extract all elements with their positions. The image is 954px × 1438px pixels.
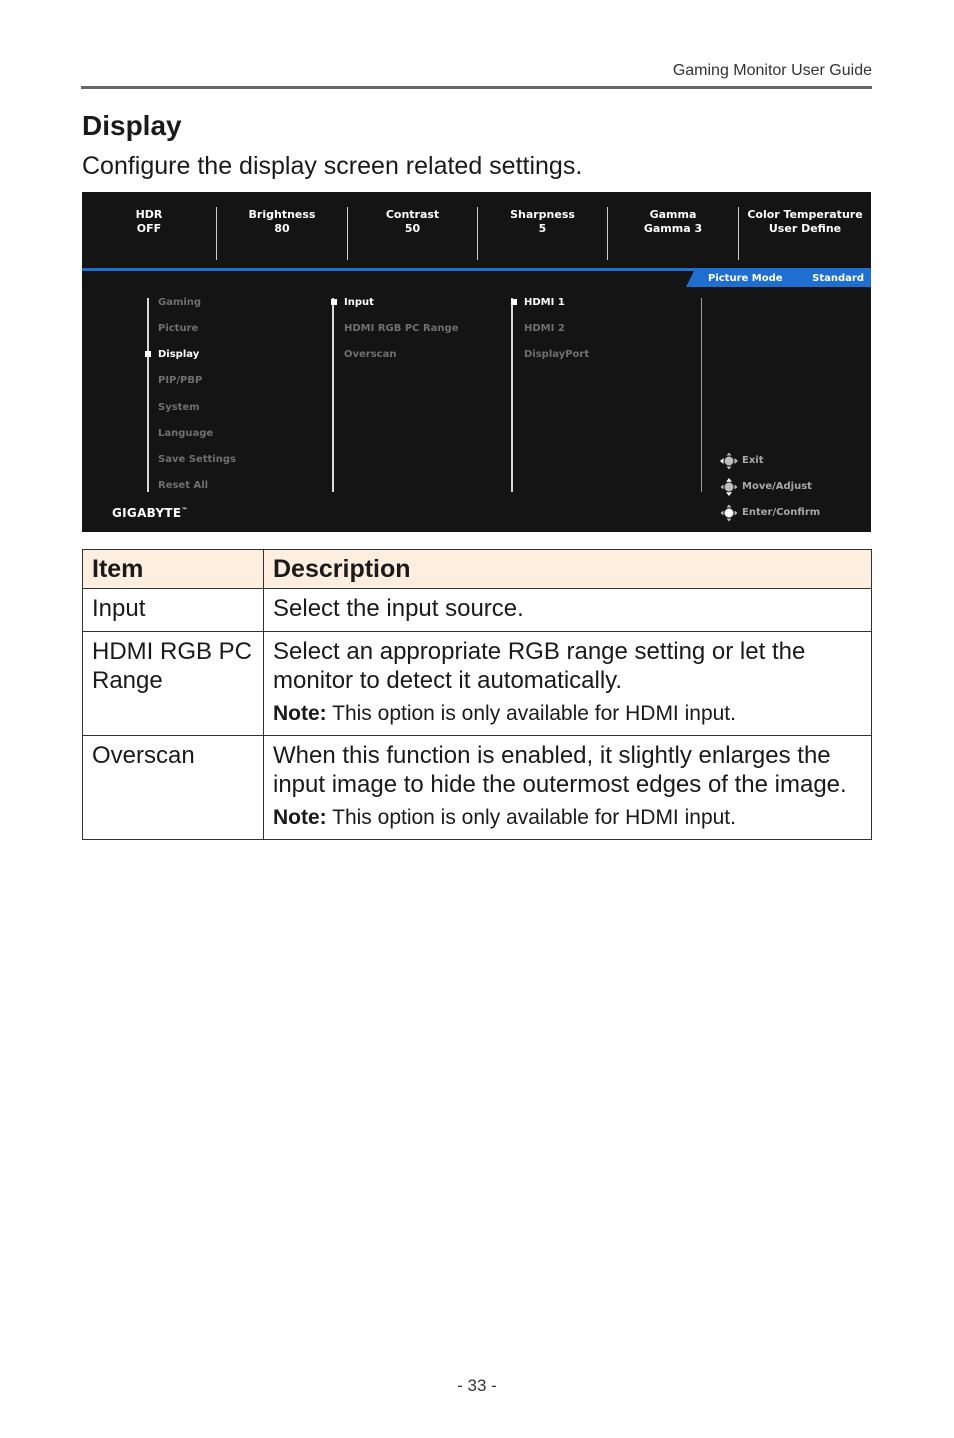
note-label: Note: (273, 702, 327, 725)
logo-text: GIGABYTE (112, 506, 182, 520)
table-cell-description (264, 632, 872, 736)
osd-top-value: 5 (538, 222, 547, 235)
osd-top-value: 50 (404, 222, 421, 235)
osd-top-value: User Define (768, 222, 842, 235)
joystick-left-icon (720, 452, 738, 470)
table-row (83, 589, 872, 632)
page-title: Display (82, 110, 182, 141)
description-table (82, 549, 872, 840)
osd-top-label: Sharpness (510, 208, 575, 221)
osd-top-item-color-temperature[interactable] (739, 208, 871, 260)
description-text: When this function is enabled, it slightly enlarges the input image to hide the outermost edges of the image. (273, 742, 847, 798)
submenu-item-hdmi-rgb-pc-range[interactable]: HDMI RGB PC Range (344, 323, 459, 334)
table-cell-item: Overscan (83, 736, 264, 840)
table-cell-description (264, 589, 872, 632)
osd-top-value: 80 (274, 222, 290, 235)
joystick-press-icon (720, 504, 738, 522)
page-subtitle: Configure the display screen related settings. (82, 152, 583, 180)
table-row (83, 736, 872, 840)
input-option-hdmi-2[interactable]: HDMI 2 (524, 323, 565, 334)
input-option-hdmi-1[interactable]: HDMI 1 (524, 297, 565, 308)
osd-top-label: HDR (135, 208, 163, 221)
menu-item-reset-all[interactable]: Reset All (158, 480, 209, 491)
description-text: Select an appropriate RGB range setting or let the monitor to detect it automatically. (273, 638, 806, 694)
menu-item-picture[interactable]: Picture (158, 323, 199, 334)
menu-item-system[interactable]: System (158, 402, 200, 413)
note-text: This option is only available for HDMI input. (326, 702, 736, 725)
note-label: Note: (273, 806, 327, 829)
menu-item-pip-pbp[interactable]: PIP/PBP (158, 375, 203, 386)
picture-mode-label: Picture Mode (708, 273, 783, 284)
table-cell-item: Input (83, 589, 264, 632)
menu-divider (511, 298, 513, 492)
menu-item-display[interactable]: Display (158, 349, 200, 360)
osd-screenshot (82, 192, 871, 532)
joystick-move-icon (720, 478, 738, 496)
note (273, 701, 862, 727)
osd-top-label: Gamma (649, 208, 697, 221)
page-number: - 33 - (457, 1376, 497, 1395)
table-header-description: Description (264, 550, 872, 589)
osd-top-label: Color Temperature (747, 208, 863, 221)
picture-mode-value: Standard (812, 273, 864, 284)
osd-top-value: Gamma 3 (643, 222, 703, 235)
submenu-item-overscan[interactable]: Overscan (344, 349, 397, 360)
nav-hint-label: Enter/Confirm (742, 507, 821, 518)
menu-divider (147, 298, 149, 492)
submenu-item-input[interactable]: Input (344, 297, 374, 308)
running-header: Gaming Monitor User Guide (672, 62, 872, 79)
menu-item-save-settings[interactable]: Save Settings (158, 454, 236, 465)
note-text: This option is only available for HDMI input. (326, 806, 736, 829)
osd-top-item-brightness[interactable] (217, 208, 347, 260)
nav-hint-label: Move/Adjust (742, 481, 812, 492)
table-cell-item: HDMI RGB PC Range (83, 632, 264, 736)
osd-top-item-hdr[interactable] (82, 208, 216, 260)
table-header-row (83, 550, 872, 589)
picture-mode-bar (694, 271, 871, 287)
menu-item-gaming[interactable]: Gaming (158, 297, 202, 308)
table-header-item: Item (83, 550, 264, 589)
table-row (83, 632, 872, 736)
menu-item-language[interactable]: Language (158, 428, 214, 439)
table-cell-description (264, 736, 872, 840)
nav-hint-label: Exit (742, 455, 764, 466)
gigabyte-logo: GIGABYTE™ (112, 506, 188, 520)
osd-top-label: Contrast (385, 208, 440, 221)
menu-divider (332, 298, 334, 492)
osd-top-item-sharpness[interactable] (478, 208, 607, 260)
osd-top-item-contrast[interactable] (348, 208, 477, 260)
osd-top-label: Brightness (248, 208, 316, 221)
note (273, 805, 862, 831)
osd-top-bar (82, 192, 871, 270)
menu-divider (701, 298, 702, 492)
description-text: Select the input source. (273, 595, 524, 622)
osd-top-item-gamma[interactable] (608, 208, 738, 260)
input-option-displayport[interactable]: DisplayPort (524, 349, 590, 360)
osd-top-value: OFF (136, 222, 162, 235)
header-rule (81, 86, 872, 89)
